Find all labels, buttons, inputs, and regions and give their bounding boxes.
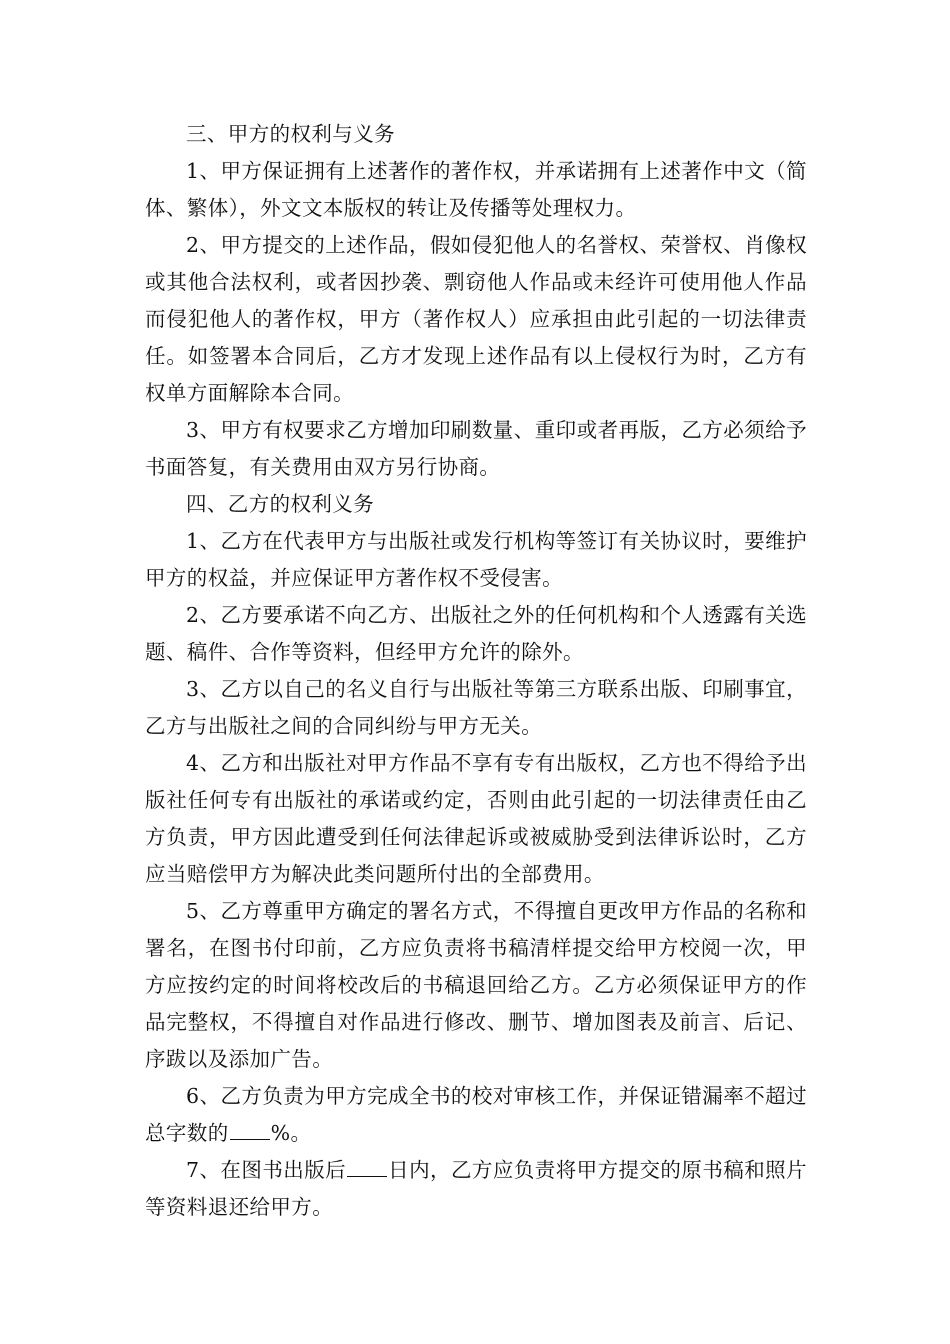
clause-b-7-text-before: 7、在图书出版后 [186,1158,347,1182]
clause-b-6-text-before: 6、乙方负责为甲方完成全书的校对审核工作，并保证错漏率不超过总字数的 [145,1084,807,1145]
section-heading-party-a: 三、甲方的权利与义务 [186,122,395,146]
clause-b-5: 5、乙方尊重甲方确定的署名方式，不得擅自更改甲方作品的名称和署名，在图书付印前，乙方应负责将书稿清样提交给甲方校阅一次，甲方应按约定的时间将校改后的书稿退回给乙方。乙方必须保证甲方的作品完整权，不得擅自对作品进行修改、删节、增加图表及前言、后记、序跋以及添加广告。 [145,899,807,1071]
fill-blank-error-rate [230,1119,270,1140]
clause-b-1: 1、乙方在代表甲方与出版社或发行机构等签订有关协议时，要维护甲方的权益，并应保证甲方著作权不受侵害。 [145,529,807,590]
clause-a-3: 3、甲方有权要求乙方增加印刷数量、重印或者再版，乙方必须给予书面答复，有关费用由双方另行协商。 [145,418,807,479]
clause-b-4: 4、乙方和出版社对甲方作品不享有专有出版权，乙方也不得给予出版社任何专有出版社的承诺或约定，否则由此引起的一切法律责任由乙方负责，甲方因此遭受到任何法律起诉或被威胁受到法律诉讼时，乙方应当赔偿甲方为解决此类问题所付出的全部费用。 [145,751,807,886]
clause-b-7 [145,1152,807,1226]
clause-b-2: 2、乙方要承诺不向乙方、出版社之外的任何机构和个人透露有关选题、稿件、合作等资料，但经甲方允许的除外。 [145,603,807,664]
clause-b-3: 3、乙方以自己的名义自行与出版社等第三方联系出版、印刷事宜，乙方与出版社之间的合同纠纷与甲方无关。 [145,677,807,738]
clause-a-1: 1、甲方保证拥有上述著作的著作权，并承诺拥有上述著作中文（简体、繁体），外文文本版权的转让及传播等处理权力。 [145,159,807,220]
clause-a-2: 2、甲方提交的上述作品，假如侵犯他人的名誉权、荣誉权、肖像权或其他合法权利，或者因抄袭、剽窃他人作品或未经许可使用他人作品而侵犯他人的著作权，甲方（著作权人）应承担由此引起的一切法律责任。如签署本合同后，乙方才发现上述作品有以上侵权行为时，乙方有权单方面解除本合同。 [145,233,807,405]
clause-b-6-text-after: %。 [270,1121,312,1145]
clause-b-7-text-after: 日内，乙方应负责将甲方提交的原书稿和照片等资料退还给甲方。 [145,1158,808,1219]
clause-b-6 [145,1078,807,1152]
fill-blank-days [347,1156,387,1177]
document-body [145,116,807,1226]
section-heading-party-b: 四、乙方的权利义务 [186,492,375,516]
